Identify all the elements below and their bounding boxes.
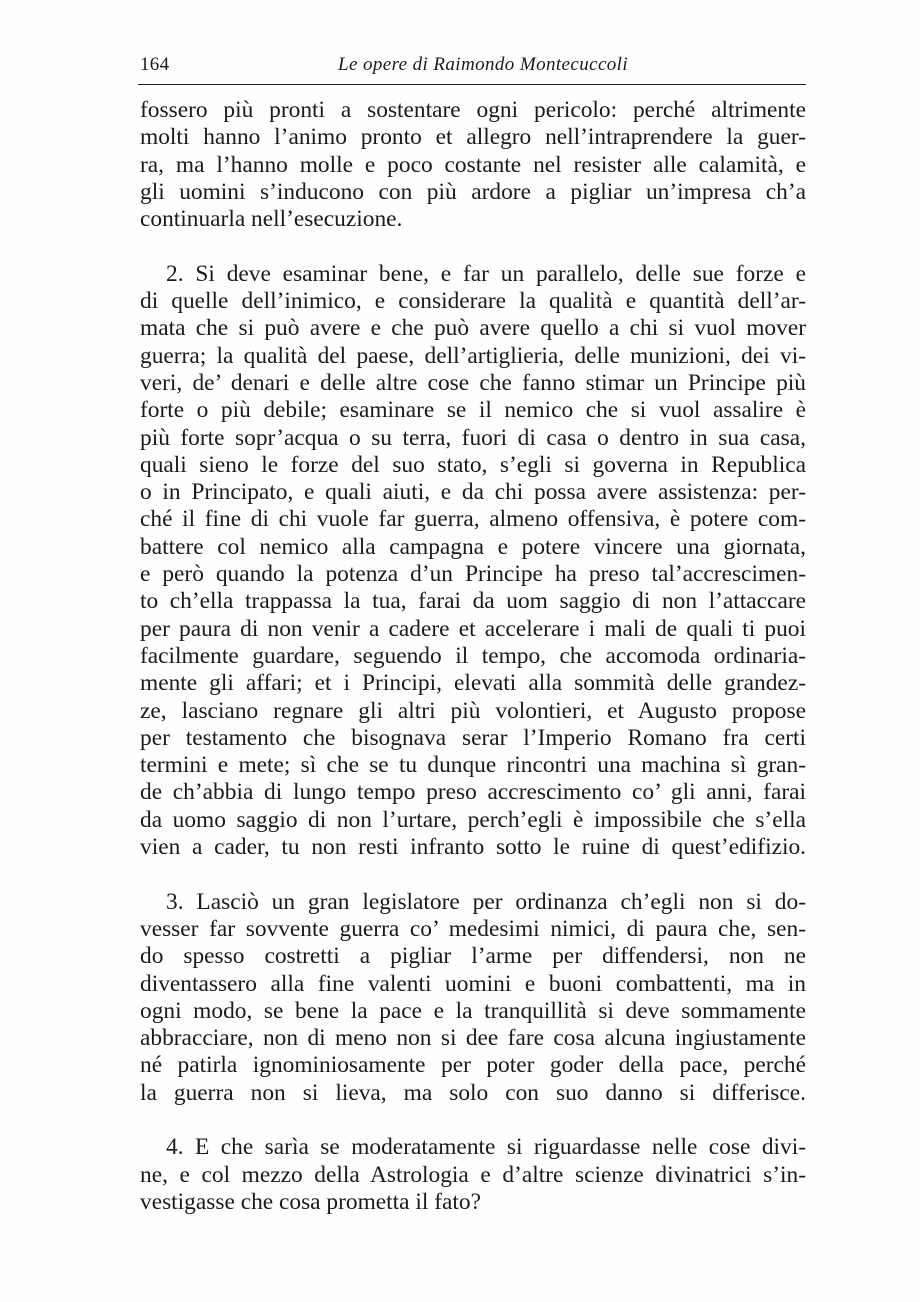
text-line: vestigasse che cosa prometta il fato? — [140, 1188, 481, 1215]
text-line: de ch’abbia di lungo tempo preso accrescimento co’ gli anni, farai — [140, 779, 806, 806]
text-line: ze, lasciano regnare gli altri più volontieri, et Augusto propose — [140, 697, 806, 724]
text-line: termini e mete; sì che se tu dunque rincontri una machina sì gran- — [140, 752, 806, 779]
text-line: abbracciare, non di meno non si dee fare cosa alcuna ingiustamente — [140, 1025, 806, 1052]
body-text — [140, 97, 806, 1216]
text-line: da uomo saggio di non l’urtare, perch’egli è impossibile che s’ella — [140, 806, 806, 833]
paragraph-3 — [140, 889, 806, 1107]
text-line: gli uomini s’inducono con più ardore a pigliar un’impresa ch’a — [140, 178, 806, 205]
text-line: 4. E che sarìa se moderatamente si riguardasse nelle cose divi- — [166, 1134, 806, 1161]
text-line: ché il fine di chi vuole far guerra, almeno offensiva, è potere com- — [140, 506, 806, 533]
paragraph-spacer — [140, 861, 806, 888]
paragraph-spacer — [140, 233, 806, 260]
text-line: ra, ma l’hanno molle e poco costante nel resister alle calamità, e — [140, 151, 806, 178]
text-line: to ch’ella trappassa la tua, farai da uom saggio di non l’attaccare — [140, 588, 806, 615]
text-line: né patirla ignominiosamente per poter goder della pace, perché — [140, 1052, 806, 1079]
paragraph-4 — [140, 1134, 806, 1216]
text-line: ogni modo, se bene la pace e la tranquillità si deve sommamente — [140, 997, 806, 1024]
running-header — [138, 50, 806, 85]
paragraph-spacer — [140, 1107, 806, 1134]
text-line: più forte sopr’acqua o su terra, fuori di casa o dentro in sua casa, — [140, 424, 806, 451]
text-line: quali sieno le forze del suo stato, s’egli si governa in Republica — [140, 451, 806, 478]
text-line: continuarla nell’esecuzione. — [140, 206, 403, 233]
text-line: di quelle dell’inimico, e considerare la qualità e quantità dell’ar- — [140, 288, 806, 315]
text-line: fossero più pronti a sostentare ogni pericolo: perché altrimente — [140, 97, 806, 123]
text-line: molti hanno l’animo pronto et allegro nell’intraprendere la guer- — [140, 124, 806, 151]
text-line: vien a cader, tu non resti infranto sotto le ruine di quest’edifizio. — [140, 834, 806, 861]
text-line: diventassero alla fine valenti uomini e buoni combattenti, ma in — [140, 970, 806, 997]
text-line: per testamento che bisognava serar l’Imperio Romano fra certi — [140, 724, 806, 751]
text-line: facilmente guardare, seguendo il tempo, che accomoda ordinaria- — [140, 642, 806, 669]
text-line: veri, de’ denari e delle altre cose che fanno stimar un Principe più — [140, 369, 806, 396]
text-line: la guerra non si lieva, ma solo con suo danno si differisce. — [140, 1079, 806, 1106]
paragraph-2 — [140, 261, 806, 862]
text-line: mata che si può avere e che può avere quello a chi si vuol mover — [140, 315, 806, 342]
text-line: do spesso costretti a pigliar l’arme per diffendersi, non ne — [140, 943, 806, 970]
text-line: ne, e col mezzo della Astrologia e d’altre scienze divinatrici s’in- — [140, 1161, 806, 1188]
text-line: 3. Lasciò un gran legislatore per ordinanza ch’egli non si do- — [166, 888, 806, 915]
text-line: e però quando la potenza d’un Principe ha preso tal’accrescimen- — [140, 561, 806, 588]
running-title: Le opere di Raimondo Montecuccoli — [338, 54, 629, 75]
paragraph-continuation — [140, 97, 806, 233]
text-line: per paura di non venir a cadere et accelerare i mali de quali ti puoi — [140, 615, 806, 642]
text-line: vesser far sovvente guerra co’ medesimi nimici, di paura che, sen- — [140, 915, 806, 942]
text-line: mente gli affari; et i Principi, elevati alla sommità delle grandez- — [140, 670, 806, 697]
text-line: forte o più debile; esaminare se il nemico che si vuol assalire è — [140, 397, 806, 424]
text-line: battere col nemico alla campagna e potere vincere una giornata, — [140, 533, 806, 560]
page-number: 164 — [140, 54, 170, 75]
text-line: guerra; la qualità del paese, dell’artiglieria, delle munizioni, dei vi- — [140, 342, 806, 369]
text-line: 2. Si deve esaminar bene, e far un parallelo, delle sue forze e — [166, 260, 806, 287]
text-line: o in Principato, e quali aiuti, e da chi possa avere assistenza: per- — [140, 479, 806, 506]
